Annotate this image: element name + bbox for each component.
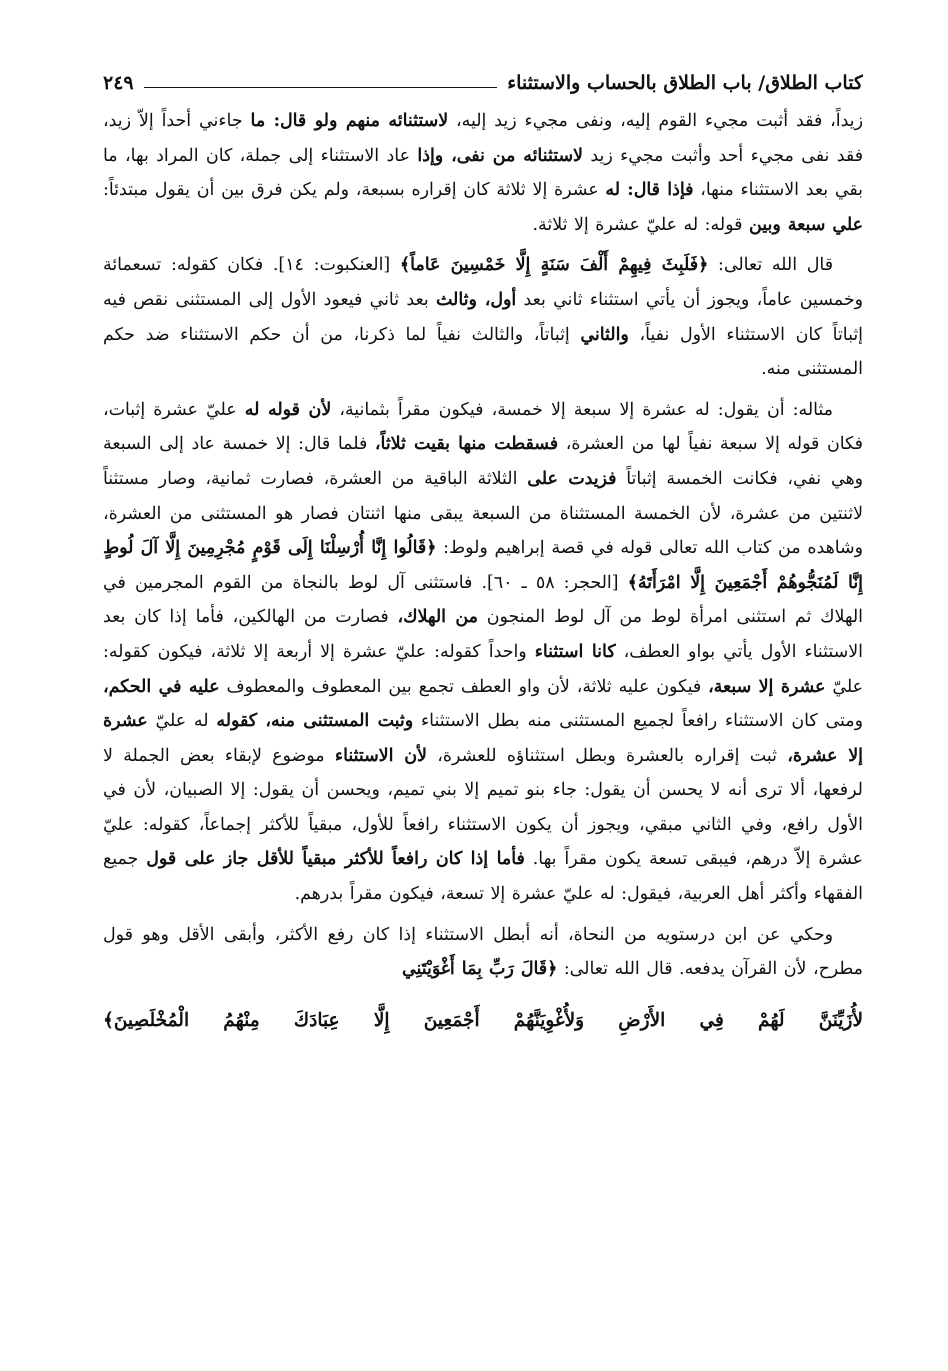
bold-text-segment: ﴿قَالُوا إِنَّا أُرْسِلْنَا إِلَى قَوْمٍ مُجْرِمِينَ إِلَّا آلَ لُوطٍ إِنَّا لَمُنَجُّوهُمْ أَجْمَعِينَ إِلَّا امْرَأَتَهُ﴾ <box>103 538 863 593</box>
text-segment: عشرة إلا ثلاثة كان إقراره بسبعة، ولم يكن فرق بين أن يقول مبتدئاً: <box>103 180 599 201</box>
bold-text-segment: لاستثنائه منهم ولو قال: ما <box>250 111 449 131</box>
text-segment: جميع الفقهاء وأكثر أهل العربية، فيقول: له عليّ عشرة إلا تسعة، فيكون مقراً بدرهم. <box>103 849 863 905</box>
text-segment: زيداً، فقد أثبت مجيء القوم إليه، ونفى مجيء زيد إليه، <box>448 111 863 131</box>
bold-text-segment: كانا استثناء <box>534 641 616 662</box>
bold-text-segment: عشرة إلا سبعة، <box>708 676 826 697</box>
bold-text-segment: علي سبعة وبين <box>749 214 863 235</box>
text-segment: إثباتاً، والثالث نفياً لما ذكرنا، من أن حكم الاستثناء ضد حكم المستثنى منه. <box>103 324 863 380</box>
text-segment: [العنكبوت: ١٤]. <box>272 255 400 276</box>
text-segment: ثبت إقراره بالعشرة وبطل استثناؤه للعشرة، <box>426 745 788 766</box>
header-rule <box>144 87 498 88</box>
text-segment: بعد ثاني فيعود الأول إلى المستثنى نقص فيه إثباتاً كان الاستثناء الأول نفياً، <box>103 289 863 345</box>
bold-text-segment: وثبت المستثنى منه، كقوله <box>216 711 414 732</box>
running-header <box>103 62 863 104</box>
bold-text-segment: لأن قوله له <box>244 399 332 420</box>
bold-text-segment: عشرة إلا عشرة، <box>103 711 863 766</box>
bold-text-segment: أول، وثالث <box>435 289 517 310</box>
text-segment: فكان كقوله: تسعمائة وخمسين عاماً، ويجوز أن يأتي استثناء ثاني بعد <box>103 255 863 310</box>
text-segment: جاءني أحداً إلاّ زيد، فقد نفى مجيء أحد وأثبت مجيء زيد <box>103 111 863 166</box>
paragraph <box>103 104 863 242</box>
text-segment: [الحجر: ٥٨ ـ ٦٠]. فاستثنى آل لوط بالنجاة من القوم المجرمين في الهلاك ثم استثنى امرأة لوط من آل لوط المنجون <box>103 572 863 628</box>
bold-text-segment: فسقطت منها بقيت ثلاثاً، <box>374 434 559 455</box>
bold-text-segment: فإذا قال: له <box>605 180 694 201</box>
bold-text-segment: والثاني <box>580 324 629 345</box>
bold-text-segment: عليه في الحكم، <box>103 676 220 697</box>
text-segment: ومتى كان الاستثناء رافعاً لجميع المستثنى منه بطل الاستثناء <box>413 711 863 732</box>
bold-text-segment: فزيدت على <box>527 468 617 489</box>
text-segment: واحداً كقوله: عليّ عشرة إلا أربعة إلا ثلاثة، فيكون كقوله: عليّ <box>103 641 863 697</box>
text-segment: وحكي عن ابن درستويه من النحاة، أنه أبطل الاستثناء إذا كان رفع الأكثر، وأبقى الأقل وهو قول مطرح، لأن القرآن يدفعه. قال الله تعالى: <box>103 924 863 980</box>
bold-text-segment: ﴿فَلَبِثَ فِيهِمْ أَلْفَ سَنَةٍ إِلَّا خَمْسِينَ عَاماً﴾ <box>399 255 709 276</box>
paragraph <box>103 248 863 386</box>
text-segment: عاد الاستثناء إلى جملة، كان المراد بها، ما بقي بعد الاستثناء منها، <box>103 145 863 201</box>
document-page <box>103 62 863 1352</box>
text-segment: مثاله: أن يقول: له عشرة إلا سبعة إلا خمسة، فيكون مقراً بثمانية، <box>331 399 833 420</box>
bold-text-segment: ﴿قَالَ رَبِّ بِمَا أَغْوَيْتَنِي <box>401 959 558 980</box>
paragraph <box>103 393 863 912</box>
text-segment: قال الله تعالى: <box>708 255 834 276</box>
text-segment: موضوع لإبقاء بعض الجملة لا لرفعها، ألا ترى أنه لا يحسن أن يقول: جاء بنو تميم إلا بني تميم، ويحسن أن يقول: إلا الصبيان، لأن في الأول رافع، وفي الثاني مبقي، ويجوز أن يكون الاستثناء رافعاً للأول، مبقياً للأكثر إجماعاً، كقوله: عليّ عشرة إلاّ درهم، فيبقى تسعة يكون مقراً بها. <box>103 745 863 870</box>
page-number: ٢٤٩ <box>103 72 134 94</box>
bold-text-segment: فأما إذا كان رافعاً للأكثر مبقياً للأقل جاز على قول <box>146 849 525 870</box>
text-segment: فلما قال: إلا خمسة عاد إلى السبعة وهي نفي، فكانت الخمسة إثباتاً <box>103 434 863 489</box>
text-segment: الثلاثة الباقية من العشرة، فصارت ثمانية، وصار مستثناً لاثنتين من عشرة، لأن الخمسة المستثناة من السبعة يبقى منها اثنتان فصار هو المستثنى من العشرة، وشاهده من كتاب الله تعالى قوله في قصة إبراهيم ولوط: <box>103 468 863 559</box>
bold-text-segment: لاستثنائه من نفى، وإذا <box>417 145 583 166</box>
text-segment: عليّ عشرة إثبات، فكان قوله إلا سبعة نفياً لها من العشرة، <box>103 399 863 455</box>
text-segment: فيكون عليه ثلاثة، لأن واو العطف تجمع بين المعطوف والمعطوف <box>219 676 709 697</box>
text-segment: له عليّ <box>147 711 217 732</box>
paragraph <box>103 918 863 987</box>
text-segment: قوله: له عليّ عشرة إلا ثلاثة. <box>532 214 749 235</box>
quran-verse-line: لأُزَيِّنَنَّ لَهُمْ فِي الأَرْضِ وَلأُغْوِيَنَّهُمْ أَجْمَعِينَ إِلَّا عِبَادَكَ مِنْهُمُ الْمُخْلَصِينَ﴾ <box>103 1009 863 1031</box>
book-title: كتاب الطلاق/ باب الطلاق بالحساب والاستثناء <box>507 72 863 94</box>
bold-text-segment: لأن الاستثناء <box>334 745 427 766</box>
bold-text-segment: من الهلاك، <box>397 607 478 628</box>
text-segment <box>243 111 251 131</box>
text-segment: فصارت من الهالكين، فأما إذا كان بعد الاستثناء الأول يأتي بواو العطف، <box>103 607 863 662</box>
